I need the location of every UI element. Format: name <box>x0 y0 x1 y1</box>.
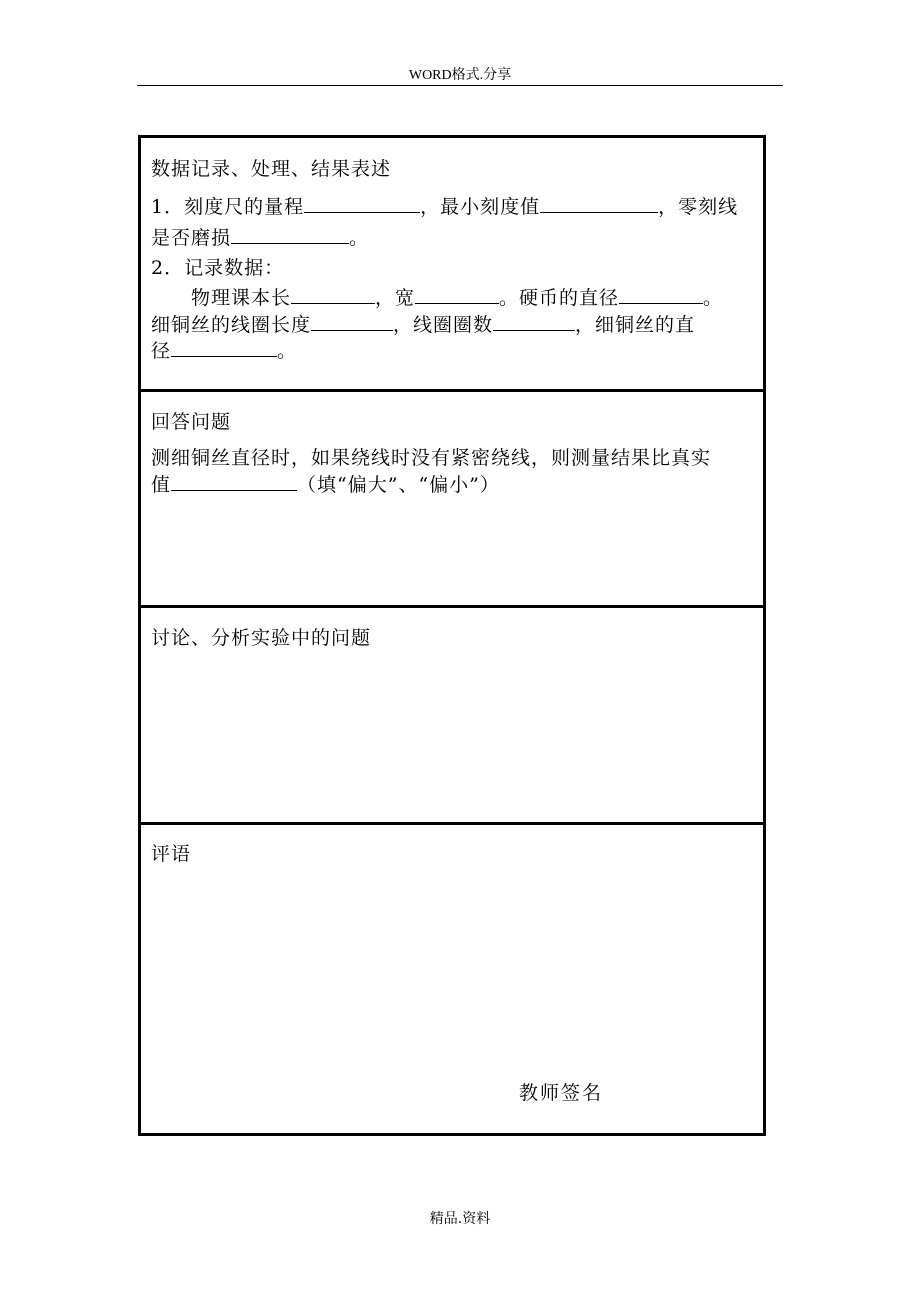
item1-min-scale-label: ，最小刻度值 <box>420 196 541 218</box>
item1-line1 <box>151 192 738 219</box>
section-title-data: 数据记录、处理、结果表述 <box>151 158 392 180</box>
wire-diameter-blank[interactable] <box>171 338 277 357</box>
answer-hint: （填“偏大”、“偏小”） <box>297 474 500 496</box>
section-discussion <box>141 608 763 822</box>
wire-diameter-label-cont: 径 <box>151 340 172 362</box>
coil-length-blank[interactable] <box>311 312 393 331</box>
section-data-recording <box>141 138 763 390</box>
book-width-label: ，宽 <box>375 287 416 309</box>
section-answer <box>141 392 763 605</box>
answer-question-line2 <box>151 470 500 497</box>
wear-blank[interactable] <box>231 225 349 244</box>
section-title-discussion: 讨论、分析实验中的问题 <box>151 627 372 649</box>
range-blank[interactable] <box>304 194 420 213</box>
section-title-answer: 回答问题 <box>151 411 232 433</box>
item2-line3-end: 。 <box>277 340 298 362</box>
item1-range-label: 1．刻度尺的量程 <box>151 196 305 218</box>
item2-line2 <box>151 310 695 337</box>
wire-diameter-label: ，细铜丝的直 <box>575 314 696 336</box>
header-rule <box>137 85 783 86</box>
report-table <box>138 135 766 1136</box>
section-title-comment: 评语 <box>151 843 192 865</box>
item2-title: 2．记录数据： <box>151 257 285 279</box>
item2-line1 <box>191 283 723 310</box>
book-length-blank[interactable] <box>291 285 375 304</box>
coil-turns-label: ，线圈圈数 <box>393 314 494 336</box>
item2-line3 <box>151 336 297 363</box>
item2-line1-end: 。 <box>703 287 724 309</box>
item1-line2 <box>151 223 369 250</box>
item1-end: 。 <box>349 227 370 249</box>
page-footer: 精品.资料 <box>429 1211 491 1227</box>
answer-value-label: 值 <box>151 474 172 496</box>
book-width-blank[interactable] <box>415 285 499 304</box>
coin-diameter-blank[interactable] <box>619 285 703 304</box>
coin-diameter-label: 。硬币的直径 <box>499 287 620 309</box>
item1-wear-label: 是否磨损 <box>151 227 232 249</box>
book-length-label: 物理课本长 <box>191 287 292 309</box>
coil-turns-blank[interactable] <box>493 312 575 331</box>
min-scale-blank[interactable] <box>540 194 658 213</box>
section-comment <box>141 825 763 1133</box>
answer-blank[interactable] <box>171 472 297 491</box>
teacher-signature-label: 教师签名 <box>519 1082 604 1104</box>
page-header: WORD格式.分享 <box>408 68 512 83</box>
coil-length-label: 细铜丝的线圈长度 <box>151 314 312 336</box>
answer-question-line1: 测细铜丝直径时，如果绕线时没有紧密绕线，则测量结果比真实 <box>151 447 712 469</box>
item1-zero-label: ，零刻线 <box>658 196 739 218</box>
